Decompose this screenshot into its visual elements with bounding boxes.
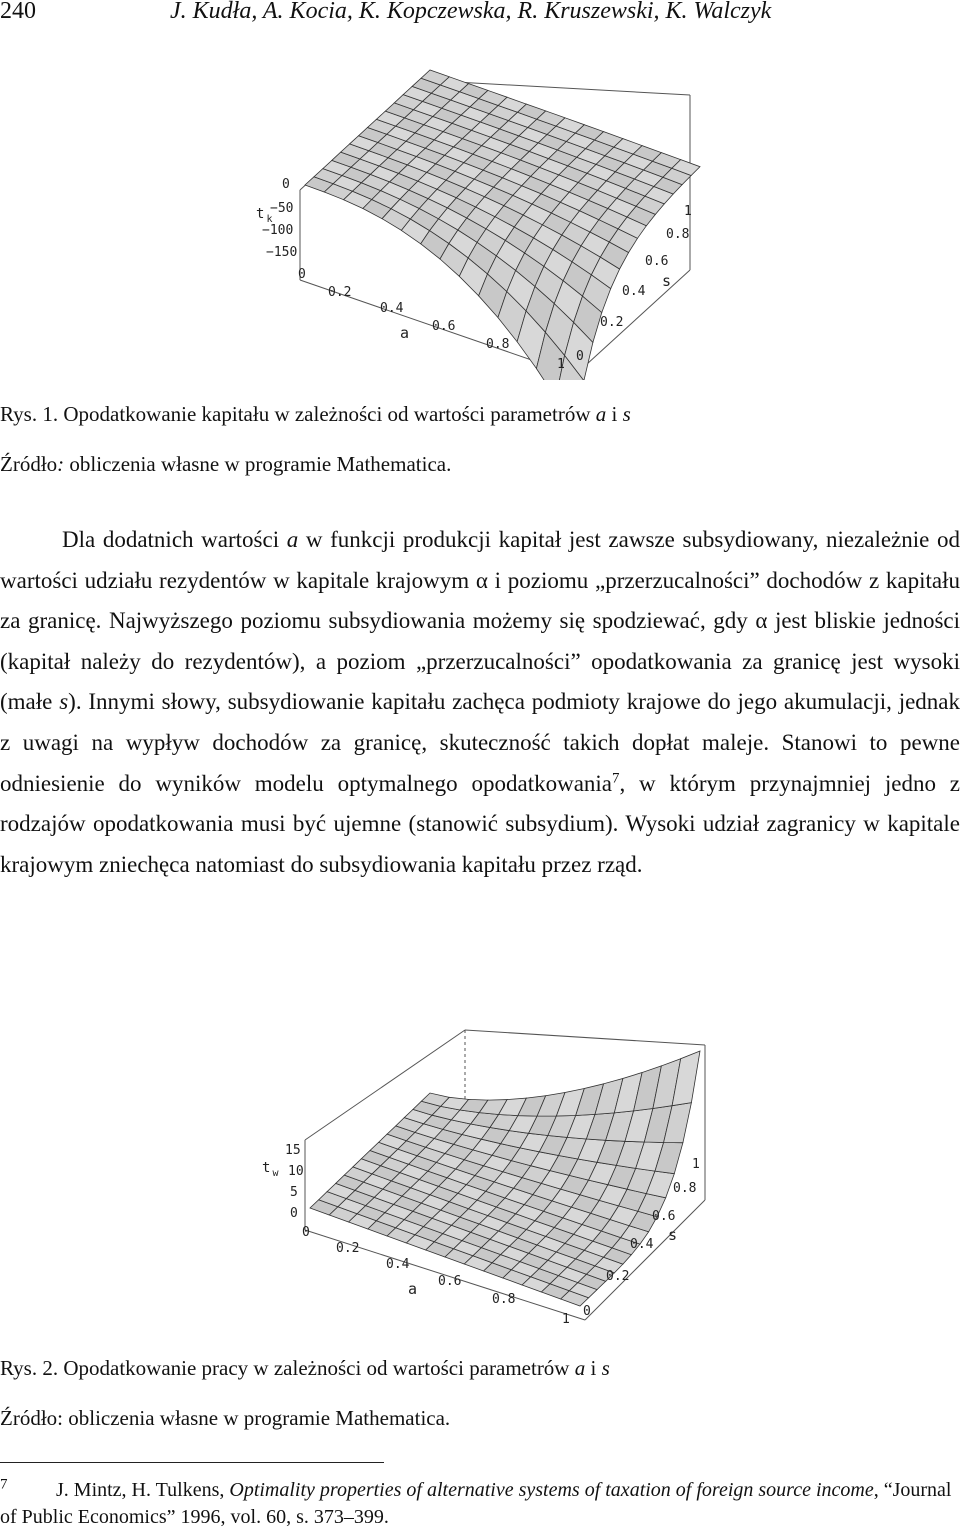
figure-1-z-tick: −100 — [262, 223, 294, 238]
figure-1-s-tick: 0.8 — [666, 227, 690, 242]
figure-1-s-tick: 1 — [684, 204, 692, 219]
figure-2-s-tick: 0.4 — [630, 1237, 654, 1252]
running-authors: J. Kudła, A. Kocia, K. Kopczewska, R. Kruszewski, K. Walczyk — [170, 0, 772, 24]
figure-1-s-tick: 0.6 — [645, 254, 669, 269]
figure-2-surface — [310, 1051, 700, 1306]
footnote-rule — [0, 1462, 384, 1463]
figure-2-z-tick: 0 — [290, 1206, 298, 1221]
figure-1-z-tick: 0 — [282, 177, 290, 192]
figure-1-s-tick: 0 — [576, 349, 584, 364]
page-number: 240 — [0, 0, 36, 24]
figure-1-a-label: a — [400, 324, 410, 342]
figure-2 — [0, 1020, 960, 1340]
figure-2-z-tick: 5 — [290, 1185, 298, 1200]
figure-1-a-tick: 0.8 — [486, 337, 510, 352]
figure-2-s-tick: 0.8 — [673, 1181, 697, 1196]
figure-1-z-tick: −50 — [270, 201, 294, 216]
figure-2-a-tick: 0 — [302, 1225, 310, 1240]
figure-1-s-tick: 0.4 — [622, 284, 646, 299]
body-paragraph: Dla dodatnich wartości a w funkcji produkcji kapitał jest zawsze subsydiowany, niezależnie od wartości udziału rezydentów w kapitale krajowym α i poziomu „przerzucalności” dochodów z kapitału za granicę. Najwyższego poziomu subsydiowania możemy się spodziewać, gdy α jest bliskie jedności (kapitał należy do rezydentów), a poziom „przerzucalności” opodatkowania za granicę jest wysoki (małe s). Innymi słowy, subsydiowanie kapitału zachęca podmioty krajowe do jego akumulacji, jednak z uwagi na wypływ dochodów za granicę, skuteczność takich dopłat maleje. Stanowi to pewne odniesienie do wyników modelu optymalnego opodatkowania$^7$, w którym przynajmniej jedno z rodzajów opodatkowania musi być ujemne (stanowić subsydium). Wysoki udział zagranicy w kapitale krajowym zniechęca natomiast do subsydiowania kapitału przez rząd. — [0, 527, 960, 877]
figure-1-source: Źródło: obliczenia własne w programie Mathematica. — [0, 452, 452, 476]
figure-1-s-tick: 0.2 — [600, 315, 624, 330]
figure-1-surface — [305, 70, 700, 380]
figure-2-source: Źródło: obliczenia własne w programie Mathematica. — [0, 1406, 451, 1430]
figure-2-z-label: t $_w$ — [262, 1160, 279, 1179]
figure-1-a-tick: 0.2 — [328, 285, 352, 300]
figure-1-z-label: t $_k$ — [256, 206, 273, 225]
figure-2-z-tick: 10 — [288, 1164, 304, 1179]
figure-1-z-tick: −150 — [266, 245, 298, 260]
figure-1-a-tick: 0 — [298, 267, 306, 282]
figure-1 — [0, 40, 960, 380]
figure-2-s-tick: 0 — [583, 1304, 591, 1319]
figure-2-s-tick: 1 — [692, 1157, 700, 1172]
footnote-ref: 7 — [612, 769, 620, 786]
figure-2-plot — [0, 1020, 960, 1340]
figure-2-caption: Rys. 2. Opodatkowanie pracy w zależności od wartości parametrów a i s — [0, 1356, 610, 1380]
figure-2-a-tick: 0.2 — [336, 1241, 360, 1256]
footnote-number: 7 — [0, 1476, 8, 1493]
figure-2-a-tick: 1 — [562, 1312, 570, 1327]
figure-2-a-tick: 0.8 — [492, 1292, 516, 1307]
figure-2-s-tick: 0.2 — [606, 1269, 630, 1284]
figure-1-s-label: s — [662, 272, 672, 290]
figure-1-a-tick: 0.4 — [380, 301, 404, 316]
figure-1-a-tick: 1 — [557, 357, 565, 372]
figure-2-a-tick: 0.6 — [438, 1274, 462, 1289]
figure-2-z-tick: 15 — [285, 1143, 301, 1158]
figure-2-a-tick: 0.4 — [386, 1257, 410, 1272]
footnote: $^7$ J. Mintz, H. Tulkens, Optimality properties of alternative systems of taxation of foreign source income, “Journal of Public Economics” 1996, vol. 60, s. 373–399. — [0, 1476, 952, 1528]
running-header — [0, 0, 960, 30]
figure-1-plot — [0, 40, 960, 380]
figure-2-s-label: s — [668, 1226, 678, 1244]
figure-1-caption: Rys. 1. Opodatkowanie kapitału w zależności od wartości parametrów a i s — [0, 402, 631, 426]
figure-2-a-label: a — [408, 1280, 418, 1298]
figure-1-a-tick: 0.6 — [432, 319, 456, 334]
figure-2-s-tick: 0.6 — [652, 1209, 676, 1224]
